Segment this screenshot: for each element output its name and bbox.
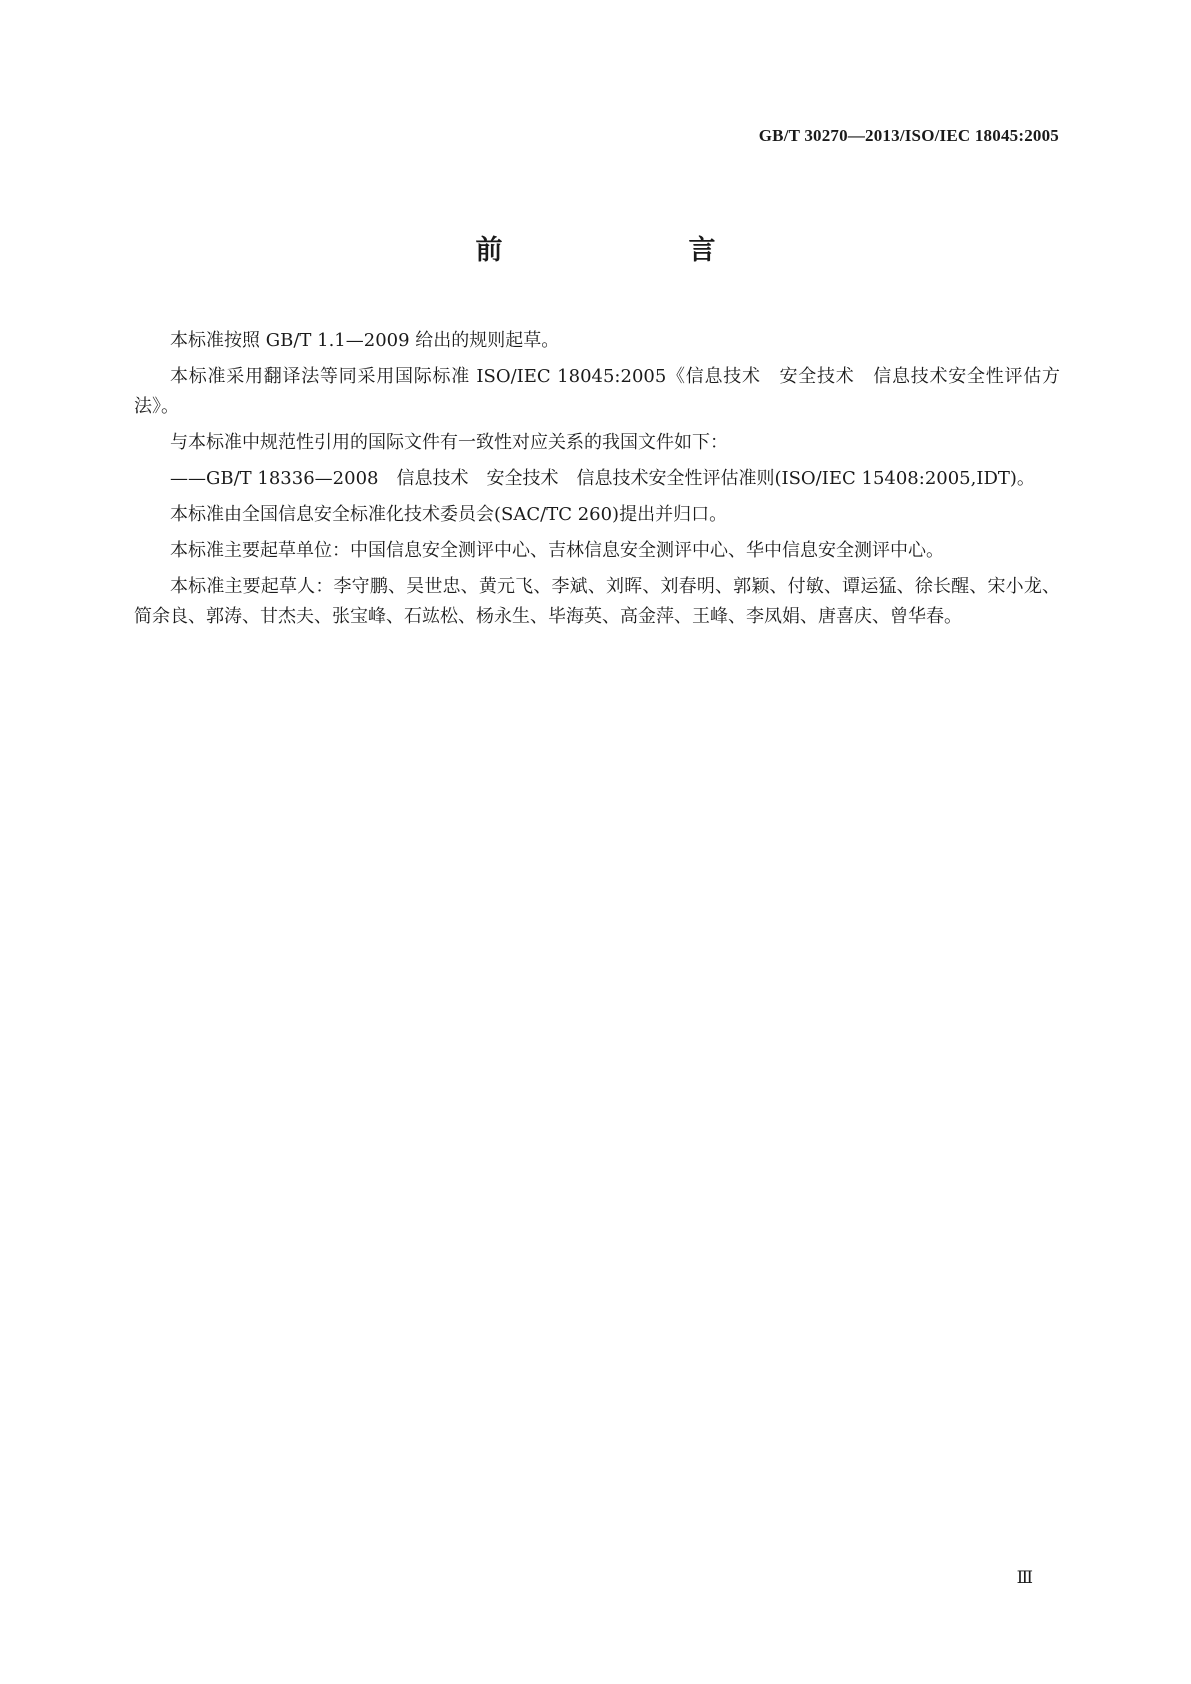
paragraph-references-intro: 与本标准中规范性引用的国际文件有一致性对应关系的我国文件如下： bbox=[170, 432, 728, 453]
paragraph-adoption: 本标准采用翻译法等同采用国际标准 ISO/IEC 18045:2005《信息技术 安全技术 信息技术安全性评估方法》。 bbox=[134, 366, 1060, 417]
paragraph-drafters: 本标准主要起草人：李守鹏、吴世忠、黄元飞、李斌、刘晖、刘春明、郭颖、付敏、谭运猛、徐长醒、宋小龙、简余良、郭涛、甘杰夫、张宝峰、石竑松、杨永生、毕海英、高金萍、王峰、李凤娟、唐喜庆、曾华春。 bbox=[134, 576, 1060, 627]
paragraph-drafting-units: 本标准主要起草单位：中国信息安全测评中心、吉林信息安全测评中心、华中信息安全测评中心。 bbox=[170, 540, 944, 561]
paragraph-drafting-rules: 本标准按照 GB/T 1.1—2009 给出的规则起草。 bbox=[170, 330, 560, 351]
document-body bbox=[134, 326, 1060, 638]
list-item-reference: ——GB/T 18336—2008 信息技术 安全技术 信息技术安全性评估准则(ISO/IEC 15408:2005,IDT)。 bbox=[170, 468, 1035, 489]
page-number: Ⅲ bbox=[1016, 1568, 1033, 1587]
page-title: 前 言 bbox=[475, 235, 760, 266]
paragraph-proposer: 本标准由全国信息安全标准化技术委员会(SAC/TC 260)提出并归口。 bbox=[170, 504, 728, 525]
standard-code: GB/T 30270—2013/ISO/IEC 18045:2005 bbox=[758, 126, 1059, 145]
